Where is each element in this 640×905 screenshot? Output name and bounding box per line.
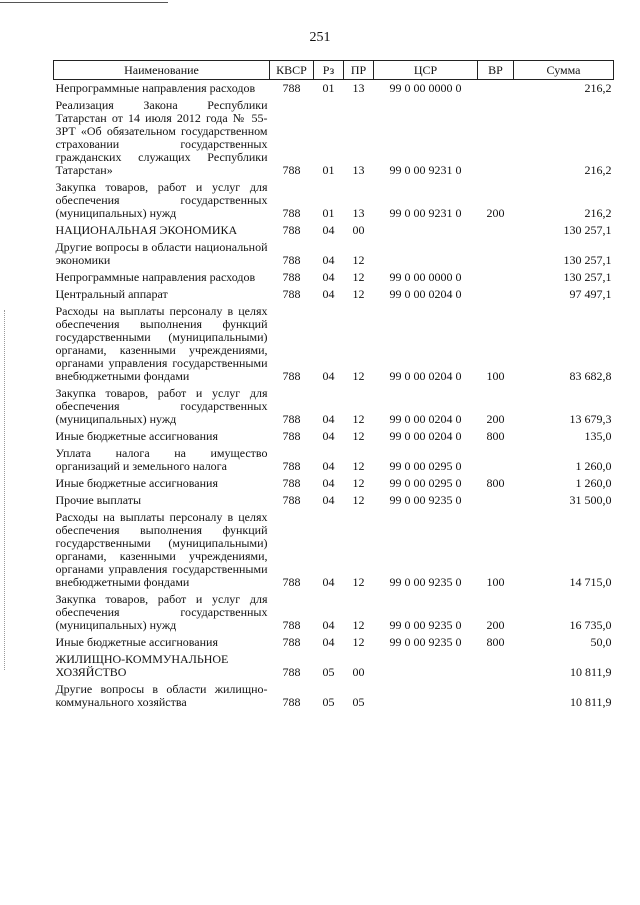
cell-vr: 200 bbox=[486, 206, 505, 220]
cell-kvsr: 788 bbox=[282, 493, 301, 507]
cell-name: Расходы на выплаты персоналу в целях обеспечения выполнения функций государственными (муниципальными) органами, казенными учреждениями, органами управления государственными внебюджетными фондами bbox=[55, 304, 268, 383]
margin-dotted-line bbox=[4, 310, 5, 670]
cell-rz: 04 bbox=[322, 412, 335, 426]
cell-name: Иные бюджетные ассигнования bbox=[55, 429, 218, 443]
cell-pr: 00 bbox=[352, 665, 365, 679]
table-row bbox=[54, 634, 614, 651]
cell-rz: 04 bbox=[322, 635, 335, 649]
cell-rz: 04 bbox=[322, 459, 335, 473]
cell-csr: 99 0 00 9235 0 bbox=[389, 493, 462, 507]
cell-vr bbox=[478, 492, 514, 509]
cell-csr bbox=[374, 681, 478, 711]
cell-csr: 99 0 00 0295 0 bbox=[389, 459, 462, 473]
cell-sum: 216,2 bbox=[584, 81, 612, 95]
header-vr: ВР bbox=[478, 61, 514, 80]
cell-kvsr: 788 bbox=[282, 81, 301, 95]
table-row bbox=[54, 475, 614, 492]
cell-rz: 04 bbox=[322, 575, 335, 589]
table-header-row bbox=[54, 61, 614, 80]
cell-csr bbox=[374, 651, 478, 681]
cell-name: Закупка товаров, работ и услуг для обеспечения государственных (муниципальных) нужд bbox=[55, 180, 268, 220]
cell-name: Уплата налога на имущество организаций и земельного налога bbox=[55, 446, 268, 473]
cell-name: Прочие выплаты bbox=[55, 493, 142, 507]
cell-kvsr: 788 bbox=[282, 459, 301, 473]
cell-rz: 04 bbox=[322, 253, 335, 267]
cell-sum: 31 500,0 bbox=[569, 493, 612, 507]
cell-rz: 04 bbox=[322, 369, 335, 383]
table-row bbox=[54, 303, 614, 385]
cell-csr: 99 0 00 0295 0 bbox=[389, 476, 462, 490]
table-row bbox=[54, 651, 614, 681]
cell-csr: 99 0 00 0204 0 bbox=[389, 369, 462, 383]
cell-name: Иные бюджетные ассигнования bbox=[55, 635, 218, 649]
cell-pr: 12 bbox=[352, 369, 365, 383]
top-rule bbox=[0, 2, 168, 3]
cell-rz: 04 bbox=[322, 287, 335, 301]
cell-pr: 12 bbox=[352, 493, 365, 507]
cell-sum: 1 260,0 bbox=[575, 459, 612, 473]
cell-kvsr: 788 bbox=[282, 223, 301, 237]
cell-sum: 216,2 bbox=[584, 206, 612, 220]
table-row bbox=[54, 222, 614, 239]
table-row bbox=[54, 591, 614, 634]
cell-pr: 12 bbox=[352, 575, 365, 589]
cell-kvsr: 788 bbox=[282, 695, 301, 709]
cell-pr: 00 bbox=[352, 223, 365, 237]
cell-pr: 13 bbox=[352, 81, 365, 95]
cell-sum: 1 260,0 bbox=[575, 476, 612, 490]
cell-pr: 12 bbox=[352, 618, 365, 632]
cell-kvsr: 788 bbox=[282, 287, 301, 301]
header-name: Наименование bbox=[54, 61, 270, 80]
cell-pr: 13 bbox=[352, 163, 365, 177]
cell-sum: 97 497,1 bbox=[569, 287, 612, 301]
cell-csr: 99 0 00 9231 0 bbox=[389, 163, 462, 177]
cell-rz: 04 bbox=[322, 223, 335, 237]
header-pr: ПР bbox=[344, 61, 374, 80]
table-row bbox=[54, 286, 614, 303]
cell-rz: 05 bbox=[322, 665, 335, 679]
cell-pr: 12 bbox=[352, 429, 365, 443]
cell-sum: 135,0 bbox=[584, 429, 612, 443]
cell-vr: 200 bbox=[486, 618, 505, 632]
header-csr: ЦСР bbox=[374, 61, 478, 80]
table-row bbox=[54, 97, 614, 179]
cell-kvsr: 788 bbox=[282, 369, 301, 383]
cell-csr bbox=[374, 239, 478, 269]
cell-name: Реализация Закона Республики Татарстан от 14 июля 2012 года № 55-ЗРТ «Об обязательном государственном страховании государственных гражданских служащих Республики Татарстан» bbox=[55, 98, 268, 177]
cell-pr: 12 bbox=[352, 459, 365, 473]
cell-vr bbox=[478, 681, 514, 711]
cell-name: Закупка товаров, работ и услуг для обеспечения государственных (муниципальных) нужд bbox=[55, 592, 268, 632]
cell-name: Другие вопросы в области жилищно-коммунального хозяйства bbox=[55, 682, 268, 709]
cell-kvsr: 788 bbox=[282, 270, 301, 284]
table-row bbox=[54, 80, 614, 98]
table-row bbox=[54, 445, 614, 475]
header-kvsr: КВСР bbox=[270, 61, 314, 80]
cell-rz: 04 bbox=[322, 493, 335, 507]
cell-sum: 130 257,1 bbox=[563, 253, 612, 267]
cell-name: Непрограммные направления расходов bbox=[55, 81, 256, 95]
cell-kvsr: 788 bbox=[282, 429, 301, 443]
cell-vr: 800 bbox=[486, 429, 505, 443]
cell-rz: 01 bbox=[322, 206, 335, 220]
cell-name: Расходы на выплаты персоналу в целях обеспечения выполнения функций государственными (муниципальными) органами, казенными учреждениями, органами управления государственными внебюджетными фондами bbox=[55, 510, 268, 589]
cell-csr: 99 0 00 0000 0 bbox=[389, 270, 462, 284]
header-rz: Рз bbox=[314, 61, 344, 80]
table-row bbox=[54, 239, 614, 269]
cell-vr bbox=[478, 651, 514, 681]
cell-vr bbox=[478, 286, 514, 303]
cell-pr: 12 bbox=[352, 476, 365, 490]
cell-csr: 99 0 00 0000 0 bbox=[389, 81, 462, 95]
cell-pr: 12 bbox=[352, 412, 365, 426]
cell-sum: 10 811,9 bbox=[569, 695, 612, 709]
cell-pr: 13 bbox=[352, 206, 365, 220]
cell-kvsr: 788 bbox=[282, 476, 301, 490]
cell-kvsr: 788 bbox=[282, 635, 301, 649]
cell-name: Непрограммные направления расходов bbox=[55, 270, 256, 284]
cell-sum: 216,2 bbox=[584, 163, 612, 177]
cell-rz: 01 bbox=[322, 163, 335, 177]
cell-name: НАЦИОНАЛЬНАЯ ЭКОНОМИКА bbox=[55, 223, 238, 237]
cell-name: Центральный аппарат bbox=[55, 287, 168, 301]
cell-sum: 83 682,8 bbox=[569, 369, 612, 383]
cell-csr: 99 0 00 9235 0 bbox=[389, 618, 462, 632]
cell-csr: 99 0 00 0204 0 bbox=[389, 287, 462, 301]
cell-vr bbox=[478, 97, 514, 179]
cell-csr: 99 0 00 0204 0 bbox=[389, 412, 462, 426]
cell-vr: 100 bbox=[486, 575, 505, 589]
cell-kvsr: 788 bbox=[282, 163, 301, 177]
cell-vr bbox=[478, 445, 514, 475]
cell-csr: 99 0 00 9235 0 bbox=[389, 635, 462, 649]
cell-sum: 14 715,0 bbox=[569, 575, 612, 589]
cell-sum: 130 257,1 bbox=[563, 223, 612, 237]
cell-rz: 04 bbox=[322, 476, 335, 490]
cell-pr: 12 bbox=[352, 270, 365, 284]
cell-sum: 10 811,9 bbox=[569, 665, 612, 679]
table-row bbox=[54, 269, 614, 286]
cell-pr: 12 bbox=[352, 635, 365, 649]
cell-rz: 04 bbox=[322, 618, 335, 632]
cell-pr: 12 bbox=[352, 287, 365, 301]
cell-vr: 200 bbox=[486, 412, 505, 426]
cell-name: Закупка товаров, работ и услуг для обеспечения государственных (муниципальных) нужд bbox=[55, 386, 268, 426]
cell-rz: 04 bbox=[322, 270, 335, 284]
cell-rz: 04 bbox=[322, 429, 335, 443]
cell-kvsr: 788 bbox=[282, 206, 301, 220]
cell-name: Другие вопросы в области национальной экономики bbox=[55, 240, 268, 267]
cell-kvsr: 788 bbox=[282, 253, 301, 267]
cell-rz: 01 bbox=[322, 81, 335, 95]
cell-rz: 05 bbox=[322, 695, 335, 709]
cell-sum: 130 257,1 bbox=[563, 270, 612, 284]
cell-csr bbox=[374, 222, 478, 239]
page-number: 251 bbox=[309, 30, 331, 45]
cell-name: ЖИЛИЩНО-КОММУНАЛЬНОЕ ХОЗЯЙСТВО bbox=[55, 652, 229, 679]
header-sum: Сумма bbox=[514, 61, 614, 80]
cell-vr bbox=[478, 222, 514, 239]
table-row bbox=[54, 428, 614, 445]
cell-sum: 50,0 bbox=[590, 635, 612, 649]
cell-kvsr: 788 bbox=[282, 412, 301, 426]
cell-vr: 800 bbox=[486, 635, 505, 649]
table-row bbox=[54, 509, 614, 591]
cell-pr: 05 bbox=[352, 695, 365, 709]
cell-csr: 99 0 00 0204 0 bbox=[389, 429, 462, 443]
cell-kvsr: 788 bbox=[282, 618, 301, 632]
cell-pr: 12 bbox=[352, 253, 365, 267]
table-row bbox=[54, 681, 614, 711]
cell-vr bbox=[478, 269, 514, 286]
cell-csr: 99 0 00 9231 0 bbox=[389, 206, 462, 220]
cell-kvsr: 788 bbox=[282, 665, 301, 679]
table-body bbox=[54, 80, 614, 712]
cell-vr bbox=[478, 80, 514, 98]
cell-vr bbox=[478, 239, 514, 269]
cell-vr: 800 bbox=[486, 476, 505, 490]
cell-kvsr: 788 bbox=[282, 575, 301, 589]
cell-csr: 99 0 00 9235 0 bbox=[389, 575, 462, 589]
cell-sum: 16 735,0 bbox=[569, 618, 612, 632]
table-row bbox=[54, 385, 614, 428]
table-row bbox=[54, 492, 614, 509]
cell-name: Иные бюджетные ассигнования bbox=[55, 476, 218, 490]
table-row bbox=[54, 179, 614, 222]
budget-table bbox=[53, 60, 614, 711]
cell-vr: 100 bbox=[486, 369, 505, 383]
cell-sum: 13 679,3 bbox=[569, 412, 612, 426]
